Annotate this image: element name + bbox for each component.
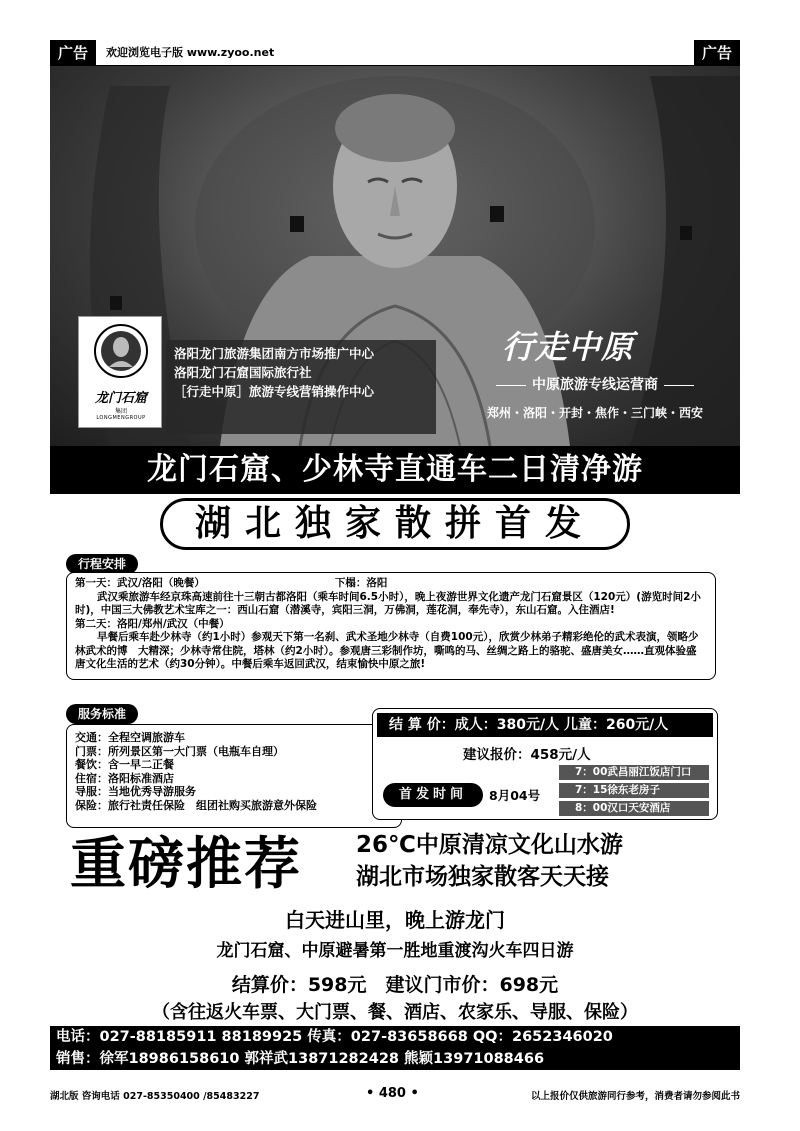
service-item: 保险：旅行社责任保险 组团社购买旅游意外保险	[75, 798, 317, 812]
service-box	[66, 724, 402, 828]
promo-price: 结算价：598元 建议门市价：698元	[231, 974, 559, 996]
operator-tagline: 中原旅游专线运营商	[455, 374, 735, 394]
promo-line-1: 26℃中原清凉文化山水游	[356, 832, 623, 858]
contact-phone: 电话：027-88185911 88189925 传真：027-83658668 QQ：2652346020	[56, 1029, 613, 1045]
itinerary-box	[66, 572, 716, 680]
emblem-icon	[79, 317, 163, 387]
day1-title: 第一天：武汉/洛阳（晚餐）	[75, 577, 205, 589]
service-tag: 服务标准	[66, 704, 138, 724]
welcome-url: 欢迎浏览电子版 www.zyoo.net	[106, 46, 275, 59]
main-title: 龙门石窟、少林寺直通车二日清净游	[50, 446, 740, 494]
day1-header	[75, 577, 707, 591]
contact-bar	[50, 1026, 740, 1070]
brand-slogan: 行走中原	[502, 328, 635, 366]
pickup-point: 7：15徐东老房子	[559, 783, 709, 798]
day1-text: 武汉乘旅游车经京珠高速前往十三朝古都洛阳（乘车时间6.5小时），晚上夜游世界文化遗产龙门石窟景区（120元）(游览时间2小时)，中国三大佛教艺术宝库之一：西山石窟（潜溪寺，宾阳三洞，万佛洞，莲花洞，奉先寺），东山石窟。入住酒店!	[75, 590, 701, 616]
settlement-price: 结 算 价：成人：380元/人 儿童：260元/人	[377, 713, 713, 737]
service-item: 门票：所列景区第一大门票（电瓶车自理）	[75, 744, 284, 758]
contact-sales: 销售：徐军18986158610 郭祥武13871282428 熊颖13971088466	[56, 1051, 545, 1067]
promo-tagline: 白天进山里，晚上游龙门	[285, 908, 505, 932]
service-item: 导服：当地优秀导游服务	[75, 785, 196, 798]
footer-hotline: 湖北版 咨询电话 027-85350400 /85483227	[50, 1091, 260, 1102]
logo-en: LONGMENGROUP	[96, 415, 146, 421]
promo-line-2: 湖北市场独家散客天天接	[356, 864, 609, 890]
org-line: 洛阳龙门石窟国际旅行社	[174, 365, 312, 380]
ad-label-left: 广告	[50, 40, 96, 66]
departure-tag: 首发时间	[383, 783, 483, 807]
departure-date: 8月04号	[489, 788, 541, 803]
buddha-photo	[50, 66, 740, 446]
service-item: 住宿：洛阳标准酒店	[75, 771, 174, 785]
sub-title: 湖北独家散拼首发	[160, 498, 630, 550]
day2-text: 早餐后乘车赴少林寺（约1小时）参观天下第一名刹、武术圣地少林寺（自费100元），欣赏少林弟子精彩绝伦的武术表演，领略少林武术的博 大精深；少林寺常住院，塔林（约2小时）。参观唐三彩制作坊，嘶鸣的马、丝绸之路上的骆驼、盛唐美女……直观体验盛唐文化生活的艺术（约30分钟）。中餐后乘车返回武汉，结束愉快中原之旅!	[75, 631, 699, 670]
organizers	[166, 340, 436, 434]
page-number: • 480 •	[366, 1086, 419, 1101]
city-list: 郑州・洛阳・开封・焦作・三门峡・西安	[486, 406, 703, 420]
org-line: 洛阳龙门旅游集团南方市场推广中心	[174, 346, 375, 361]
service-item: 餐饮：含一早二正餐	[75, 758, 174, 771]
logo-brand: 龙门石窟	[94, 391, 147, 406]
service-item: 交通：全程空调旅游车	[75, 731, 185, 744]
day1-stay: 下榻：洛阳	[334, 577, 388, 589]
headline-recommend: 重磅推荐	[70, 831, 302, 897]
ad-page	[50, 40, 740, 1110]
header-strip	[50, 40, 740, 66]
suggested-price: 建议报价：458元/人	[463, 747, 591, 763]
pickup-point: 8：00汉口天安酒店	[559, 801, 709, 816]
promo-route: 龙门石窟、中原避暑第一胜地重渡沟火车四日游	[216, 941, 574, 961]
pickup-point: 7：00武昌丽江饭店门口	[559, 765, 709, 780]
ad-label-right: 广告	[694, 40, 740, 66]
longmen-logo	[78, 316, 162, 428]
logo-sub: 集团	[114, 408, 127, 415]
day2-title: 第二天：洛阳/郑州/武汉（中餐）	[75, 617, 230, 630]
promo-includes: （含往返火车票、大门票、餐、酒店、农家乐、导服、保险）	[152, 1002, 638, 1023]
price-box	[372, 708, 718, 820]
org-line: ［行走中原］旅游专线营销操作中心	[174, 384, 375, 399]
footer-disclaimer: 以上报价仅供旅游同行参考，消费者请勿参阅此书	[530, 1091, 740, 1102]
itinerary-tag: 行程安排	[66, 554, 138, 574]
